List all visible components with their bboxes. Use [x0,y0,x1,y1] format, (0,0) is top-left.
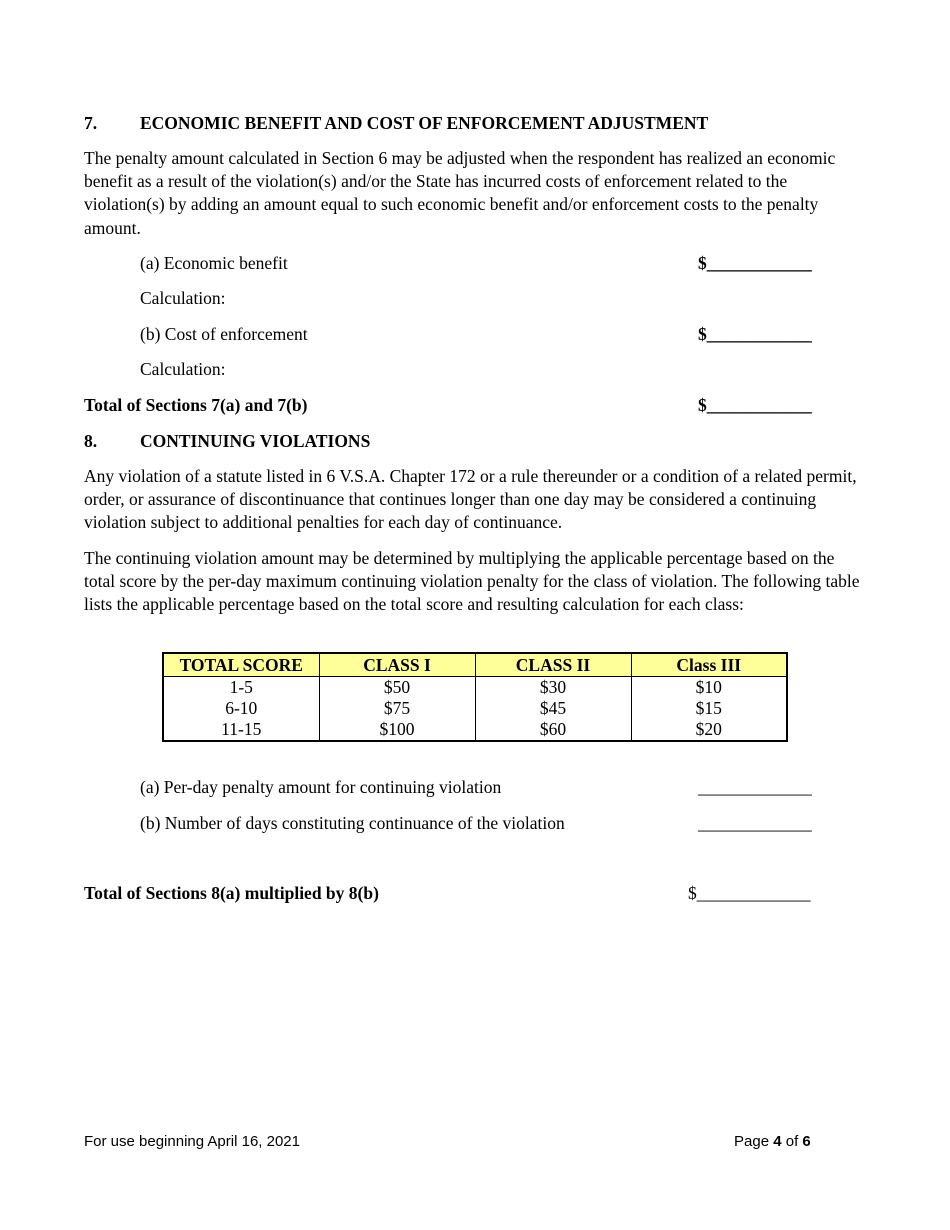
economic-benefit-calculation-label: Calculation: [140,288,226,308]
table-header-class-1: CLASS I [319,653,475,677]
continuing-violation-table [162,652,788,742]
section-8-paragraph-1: Any violation of a statute listed in 6 V.S.A. Chapter 172 or a rule thereunder or a condition of a related permit, order, or assurance of discontinuance that continues longer than one day may be considered a continuing violation subject to additional penalties for each day of continuance. [84,466,857,533]
table-header-row [163,653,787,677]
table-cell: $60 [475,719,631,741]
table-cell: 1-5 [163,677,319,699]
section-7-number: 7. [84,113,98,133]
table-cell: $20 [631,719,787,741]
table-cell: $30 [475,677,631,699]
cost-of-enforcement-field[interactable]: $____________ [698,324,812,344]
section-8-total-label: Total of Sections 8(a) multiplied by 8(b) [84,883,379,903]
table-cell: $50 [319,677,475,699]
section-7-total-field[interactable]: $____________ [698,395,812,415]
economic-benefit-label: (a) Economic benefit [140,253,288,273]
table-row [163,677,787,699]
per-day-penalty-field[interactable]: _____________ [698,777,812,797]
section-8-number: 8. [84,431,98,451]
table-cell: $10 [631,677,787,699]
economic-benefit-field[interactable]: $____________ [698,253,812,273]
page-prefix: Page [734,1133,770,1150]
table-cell: $100 [319,719,475,741]
section-8-total-field[interactable]: $_____________ [688,883,811,903]
section-8-heading [84,431,370,452]
page-total: 6 [802,1133,811,1150]
table-row [163,698,787,719]
days-of-continuance-field[interactable]: _____________ [698,813,812,833]
table-header-class-2: CLASS II [475,653,631,677]
table-cell: 11-15 [163,719,319,741]
footer-effective-date: For use beginning April 16, 2021 [84,1133,300,1150]
table-cell: $45 [475,698,631,719]
page-current: 4 [773,1133,782,1150]
table-cell: $15 [631,698,787,719]
per-day-penalty-label: (a) Per-day penalty amount for continuing violation [140,777,502,797]
section-7-title: ECONOMIC BENEFIT AND COST OF ENFORCEMENT ADJUSTMENT [140,113,709,133]
page-of: of [785,1133,799,1150]
section-8-paragraph-2: The continuing violation amount may be determined by multiplying the applicable percentage based on the total score by the per-day maximum continuing violation penalty for the class of violation. The following table lists the applicable percentage based on the total score and resulting calculation for each class: [84,548,860,615]
days-of-continuance-label: (b) Number of days constituting continuance of the violation [140,813,565,833]
section-7-total-label: Total of Sections 7(a) and 7(b) [84,395,308,415]
section-7-paragraph: The penalty amount calculated in Section 6 may be adjusted when the respondent has realized an economic benefit as a result of the violation(s) and/or the State has incurred costs of enforcement related to the violation(s) by adding an amount equal to such economic benefit and/or enforcement costs to the penalty amount. [84,148,836,238]
section-8-title: CONTINUING VIOLATIONS [140,431,371,451]
table-cell: $75 [319,698,475,719]
table-header-class-3: Class III [631,653,787,677]
table-cell: 6-10 [163,698,319,719]
table-row [163,719,787,741]
footer-page-number [734,1133,811,1150]
cost-of-enforcement-label: (b) Cost of enforcement [140,324,308,344]
section-7-heading [84,113,708,134]
cost-of-enforcement-calculation-label: Calculation: [140,359,226,379]
table-header-total-score: TOTAL SCORE [163,653,319,677]
